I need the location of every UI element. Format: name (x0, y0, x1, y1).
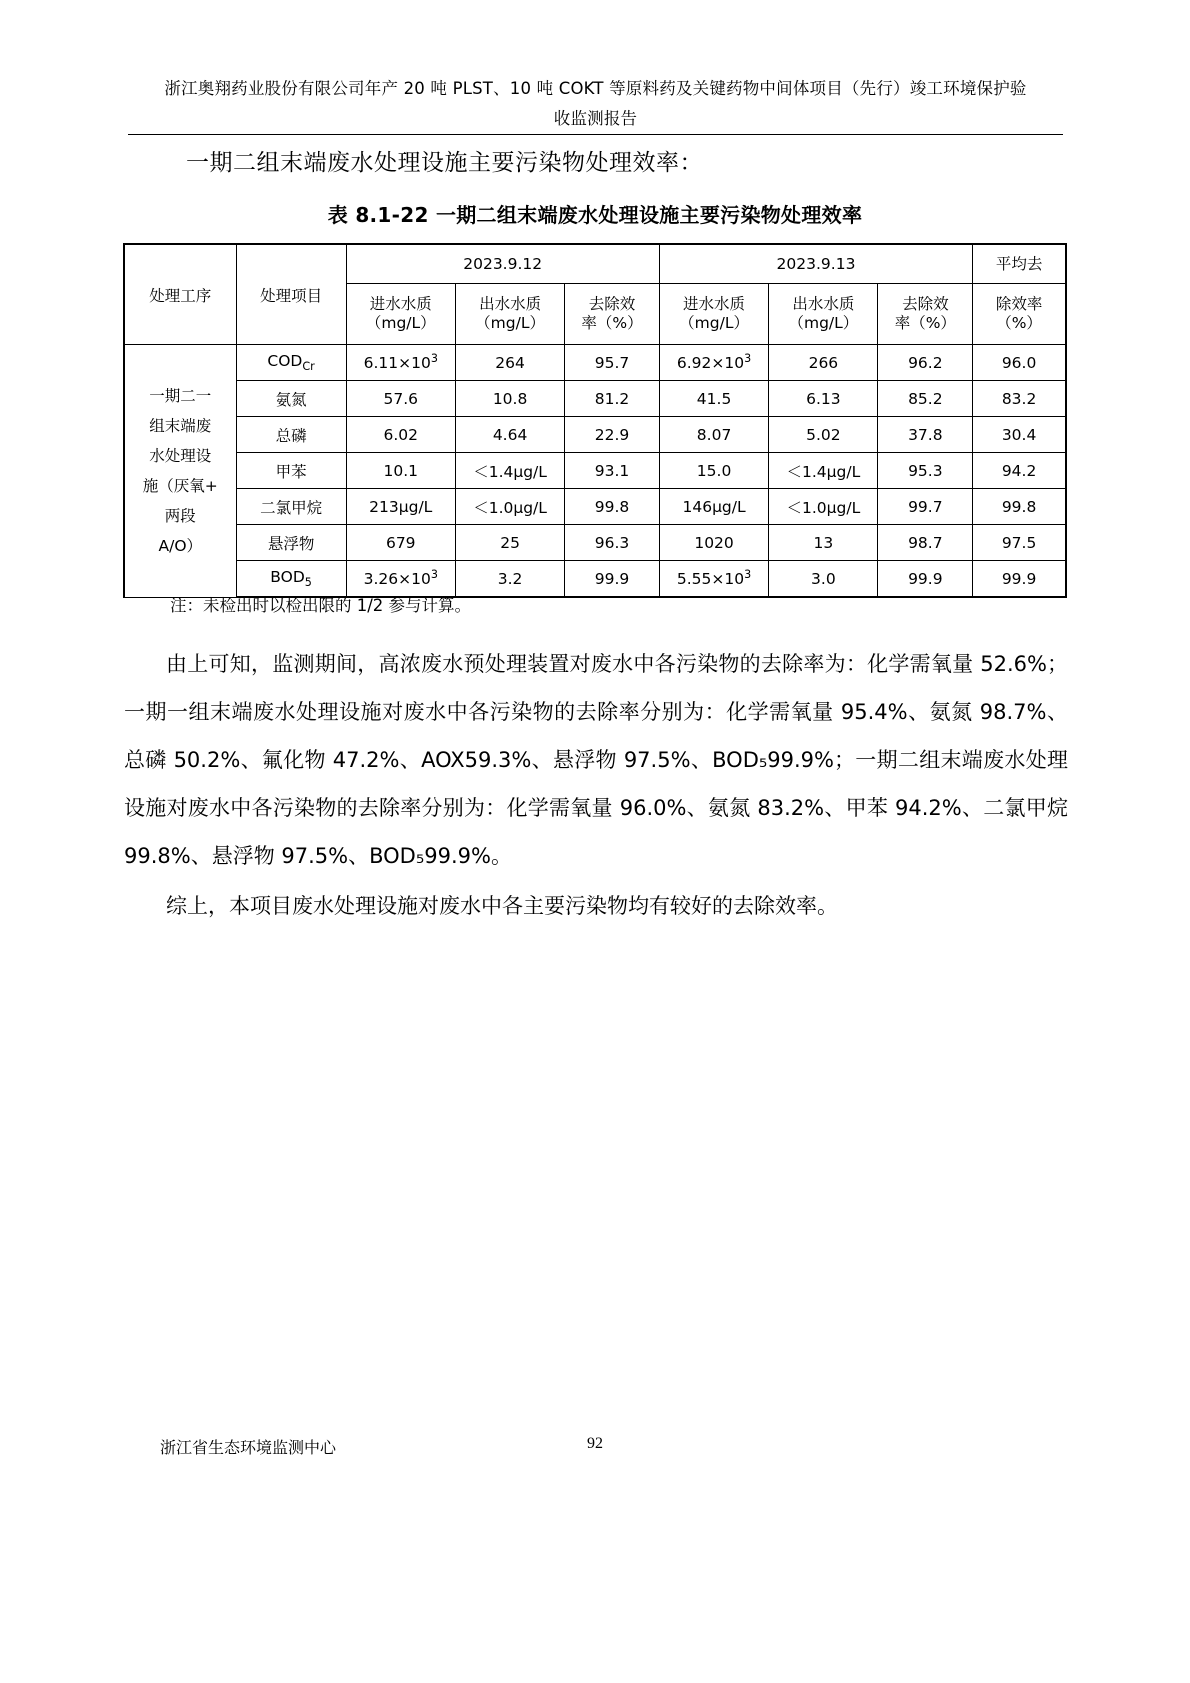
cell-d2-rem: 85.2 (878, 381, 973, 417)
header-in-quality-2-line1: 进水水质 (683, 295, 746, 313)
header-avg-line-3: （%） (996, 314, 1042, 332)
header-in-quality-2-line2: （mg/L） (679, 314, 749, 332)
cell-d1-out: 3.2 (455, 561, 564, 598)
cell-item: 总磷 (236, 417, 346, 453)
cell-item: 二氯甲烷 (236, 489, 346, 525)
cell-d2-in: 15.0 (659, 453, 768, 489)
header-out-quality-1 (455, 284, 564, 345)
header-in-quality-1 (346, 284, 455, 345)
header-out-quality-2-line2: （mg/L） (788, 314, 859, 332)
process-label-line-1: 一期二一 (149, 386, 212, 405)
cell-d1-out: 25 (455, 525, 564, 561)
table-row (124, 345, 1066, 381)
cell-d2-rem: 98.7 (878, 525, 973, 561)
header-removal-2-line2: 率（%） (894, 314, 956, 332)
cell-d1-out: ＜1.4μg/L (455, 453, 564, 489)
cell-d2-rem: 99.9 (878, 561, 973, 598)
table-row (124, 489, 1066, 525)
table-row (124, 453, 1066, 489)
cell-d1-in: $3.26\times 10^3$ (346, 561, 455, 598)
cell-d2-rem: 37.8 (878, 417, 973, 453)
cell-d1-rem: 95.7 (565, 345, 660, 381)
cell-d2-out: ＜1.0μg/L (769, 489, 878, 525)
cell-avg: 99.9 (973, 561, 1066, 598)
cell-d1-out: 264 (455, 345, 564, 381)
header-in-quality-1-line1: 进水水质 (369, 295, 432, 313)
cell-d1-in: 679 (346, 525, 455, 561)
process-label-line-6: A/O） (158, 536, 203, 555)
cell-d1-out: ＜1.0μg/L (455, 489, 564, 525)
header-divider (128, 134, 1063, 135)
header-removal-2-line1: 去除效 (902, 295, 949, 313)
header-avg-line-1: 平均去 (995, 254, 1043, 273)
cell-d2-in: 41.5 (659, 381, 768, 417)
table-header-row-1 (124, 244, 1066, 284)
process-label-line-3: 水处理设 (149, 446, 212, 465)
page-number: 92 (587, 1435, 603, 1452)
header-removal-1-line1: 去除效 (588, 295, 636, 313)
page-header (128, 74, 1063, 134)
cell-item: $BOD_5$ (236, 561, 346, 598)
cell-d1-out: 4.64 (455, 417, 564, 453)
cell-d2-out: 5.02 (769, 417, 878, 453)
row-label-process (124, 345, 236, 598)
cell-d2-in: 8.07 (659, 417, 768, 453)
header-out-quality-2-line1: 出水水质 (792, 295, 855, 313)
cell-d2-in: 1020 (659, 525, 768, 561)
header-out-quality-1-line1: 出水水质 (479, 295, 542, 313)
process-label-line-2: 组末端废 (149, 416, 212, 435)
footer-organization: 浙江省生态环境监测中心 (160, 1438, 337, 1457)
cell-d1-in: 213μg/L (346, 489, 455, 525)
cell-d1-in: 57.6 (346, 381, 455, 417)
paragraph-1: 由上可知，监测期间，高浓废水预处理装置对废水中各污染物的去除率为：化学需氧量 52.6%；一期一组末端废水处理设施对废水中各污染物的去除率分别为：化学需氧量 95.4%、氨氮 98.7%、总磷 50.2%、氟化物 47.2%、AOX59.3%、悬浮物 97.5%、BOD₅99.9%；一期二组末端废水处理设施对废水中各污染物的去除率分别为：化学需氧量 96.0%、氨氮 83.2%、甲苯 94.2%、二氯甲烷 99.8%、悬浮物 97.5%、BOD₅99.9%。 (124, 652, 1068, 868)
body-text (124, 640, 1068, 930)
header-removal-2 (878, 284, 973, 345)
header-date-1: 2023.9.12 (346, 244, 659, 284)
cell-avg: 97.5 (973, 525, 1066, 561)
header-avg-removal-top (973, 244, 1066, 284)
table-row (124, 525, 1066, 561)
cell-d2-in: $6.92\times 10^3$ (659, 345, 768, 381)
header-date-2: 2023.9.13 (659, 244, 972, 284)
header-removal-1-line2: 率（%） (581, 314, 643, 332)
table-note: 注：未检出时以检出限的 1/2 参与计算。 (170, 596, 472, 615)
process-label-line-5: 两段 (164, 506, 196, 525)
cell-d1-out: 10.8 (455, 381, 564, 417)
cell-d1-rem: 96.3 (565, 525, 660, 561)
header-removal-1 (565, 284, 660, 345)
table-caption: 表 8.1-22 一期二组末端废水处理设施主要污染物处理效率 (327, 203, 863, 227)
cell-d2-out: 6.13 (769, 381, 878, 417)
cell-d2-rem: 95.3 (878, 453, 973, 489)
cell-d1-in: 6.02 (346, 417, 455, 453)
header-process: 处理工序 (124, 244, 236, 345)
cell-avg: 99.8 (973, 489, 1066, 525)
cell-avg: 96.0 (973, 345, 1066, 381)
pollutant-removal-table (123, 243, 1067, 598)
header-in-quality-1-line2: （mg/L） (365, 314, 436, 332)
cell-d2-in: $5.55\times 10^3$ (659, 561, 768, 598)
header-item: 处理项目 (236, 244, 346, 345)
cell-d2-out: 13 (769, 525, 878, 561)
cell-d2-out: ＜1.4μg/L (769, 453, 878, 489)
cell-d1-rem: 93.1 (565, 453, 660, 489)
cell-item: $COD_{Cr}$ (236, 345, 346, 381)
cell-d1-in: $6.11\times 10^3$ (346, 345, 455, 381)
cell-d1-rem: 99.8 (565, 489, 660, 525)
cell-d1-in: 10.1 (346, 453, 455, 489)
header-in-quality-2 (659, 284, 768, 345)
cell-item: 悬浮物 (236, 525, 346, 561)
cell-d2-rem: 99.7 (878, 489, 973, 525)
table-row (124, 381, 1066, 417)
header-avg-removal (973, 284, 1066, 345)
paragraph-2: 综上，本项目废水处理设施对废水中各主要污染物均有较好的去除效率。 (166, 894, 838, 918)
cell-avg: 94.2 (973, 453, 1066, 489)
cell-d1-rem: 22.9 (565, 417, 660, 453)
cell-d2-out: 3.0 (769, 561, 878, 598)
cell-item: 氨氮 (236, 381, 346, 417)
cell-d2-in: 146μg/L (659, 489, 768, 525)
cell-d2-rem: 96.2 (878, 345, 973, 381)
header-out-quality-2 (769, 284, 878, 345)
cell-avg: 83.2 (973, 381, 1066, 417)
table-row (124, 417, 1066, 453)
header-out-quality-1-line2: （mg/L） (475, 314, 545, 332)
section-title: 一期二组末端废水处理设施主要污染物处理效率： (186, 150, 703, 176)
cell-item: 甲苯 (236, 453, 346, 489)
header-avg-line-2: 除效率 (995, 295, 1043, 313)
cell-d2-out: 266 (769, 345, 878, 381)
process-label-line-4: 施（厌氧+ (142, 476, 218, 495)
cell-d1-rem: 81.2 (565, 381, 660, 417)
cell-d1-rem: 99.9 (565, 561, 660, 598)
header-line-1: 浙江奥翔药业股份有限公司年产 20 吨 PLST、10 吨 COKT 等原料药及关键药物中间体项目（先行）竣工环境保护验 (164, 79, 1027, 98)
cell-avg: 30.4 (973, 417, 1066, 453)
header-line-2: 收监测报告 (553, 109, 638, 128)
